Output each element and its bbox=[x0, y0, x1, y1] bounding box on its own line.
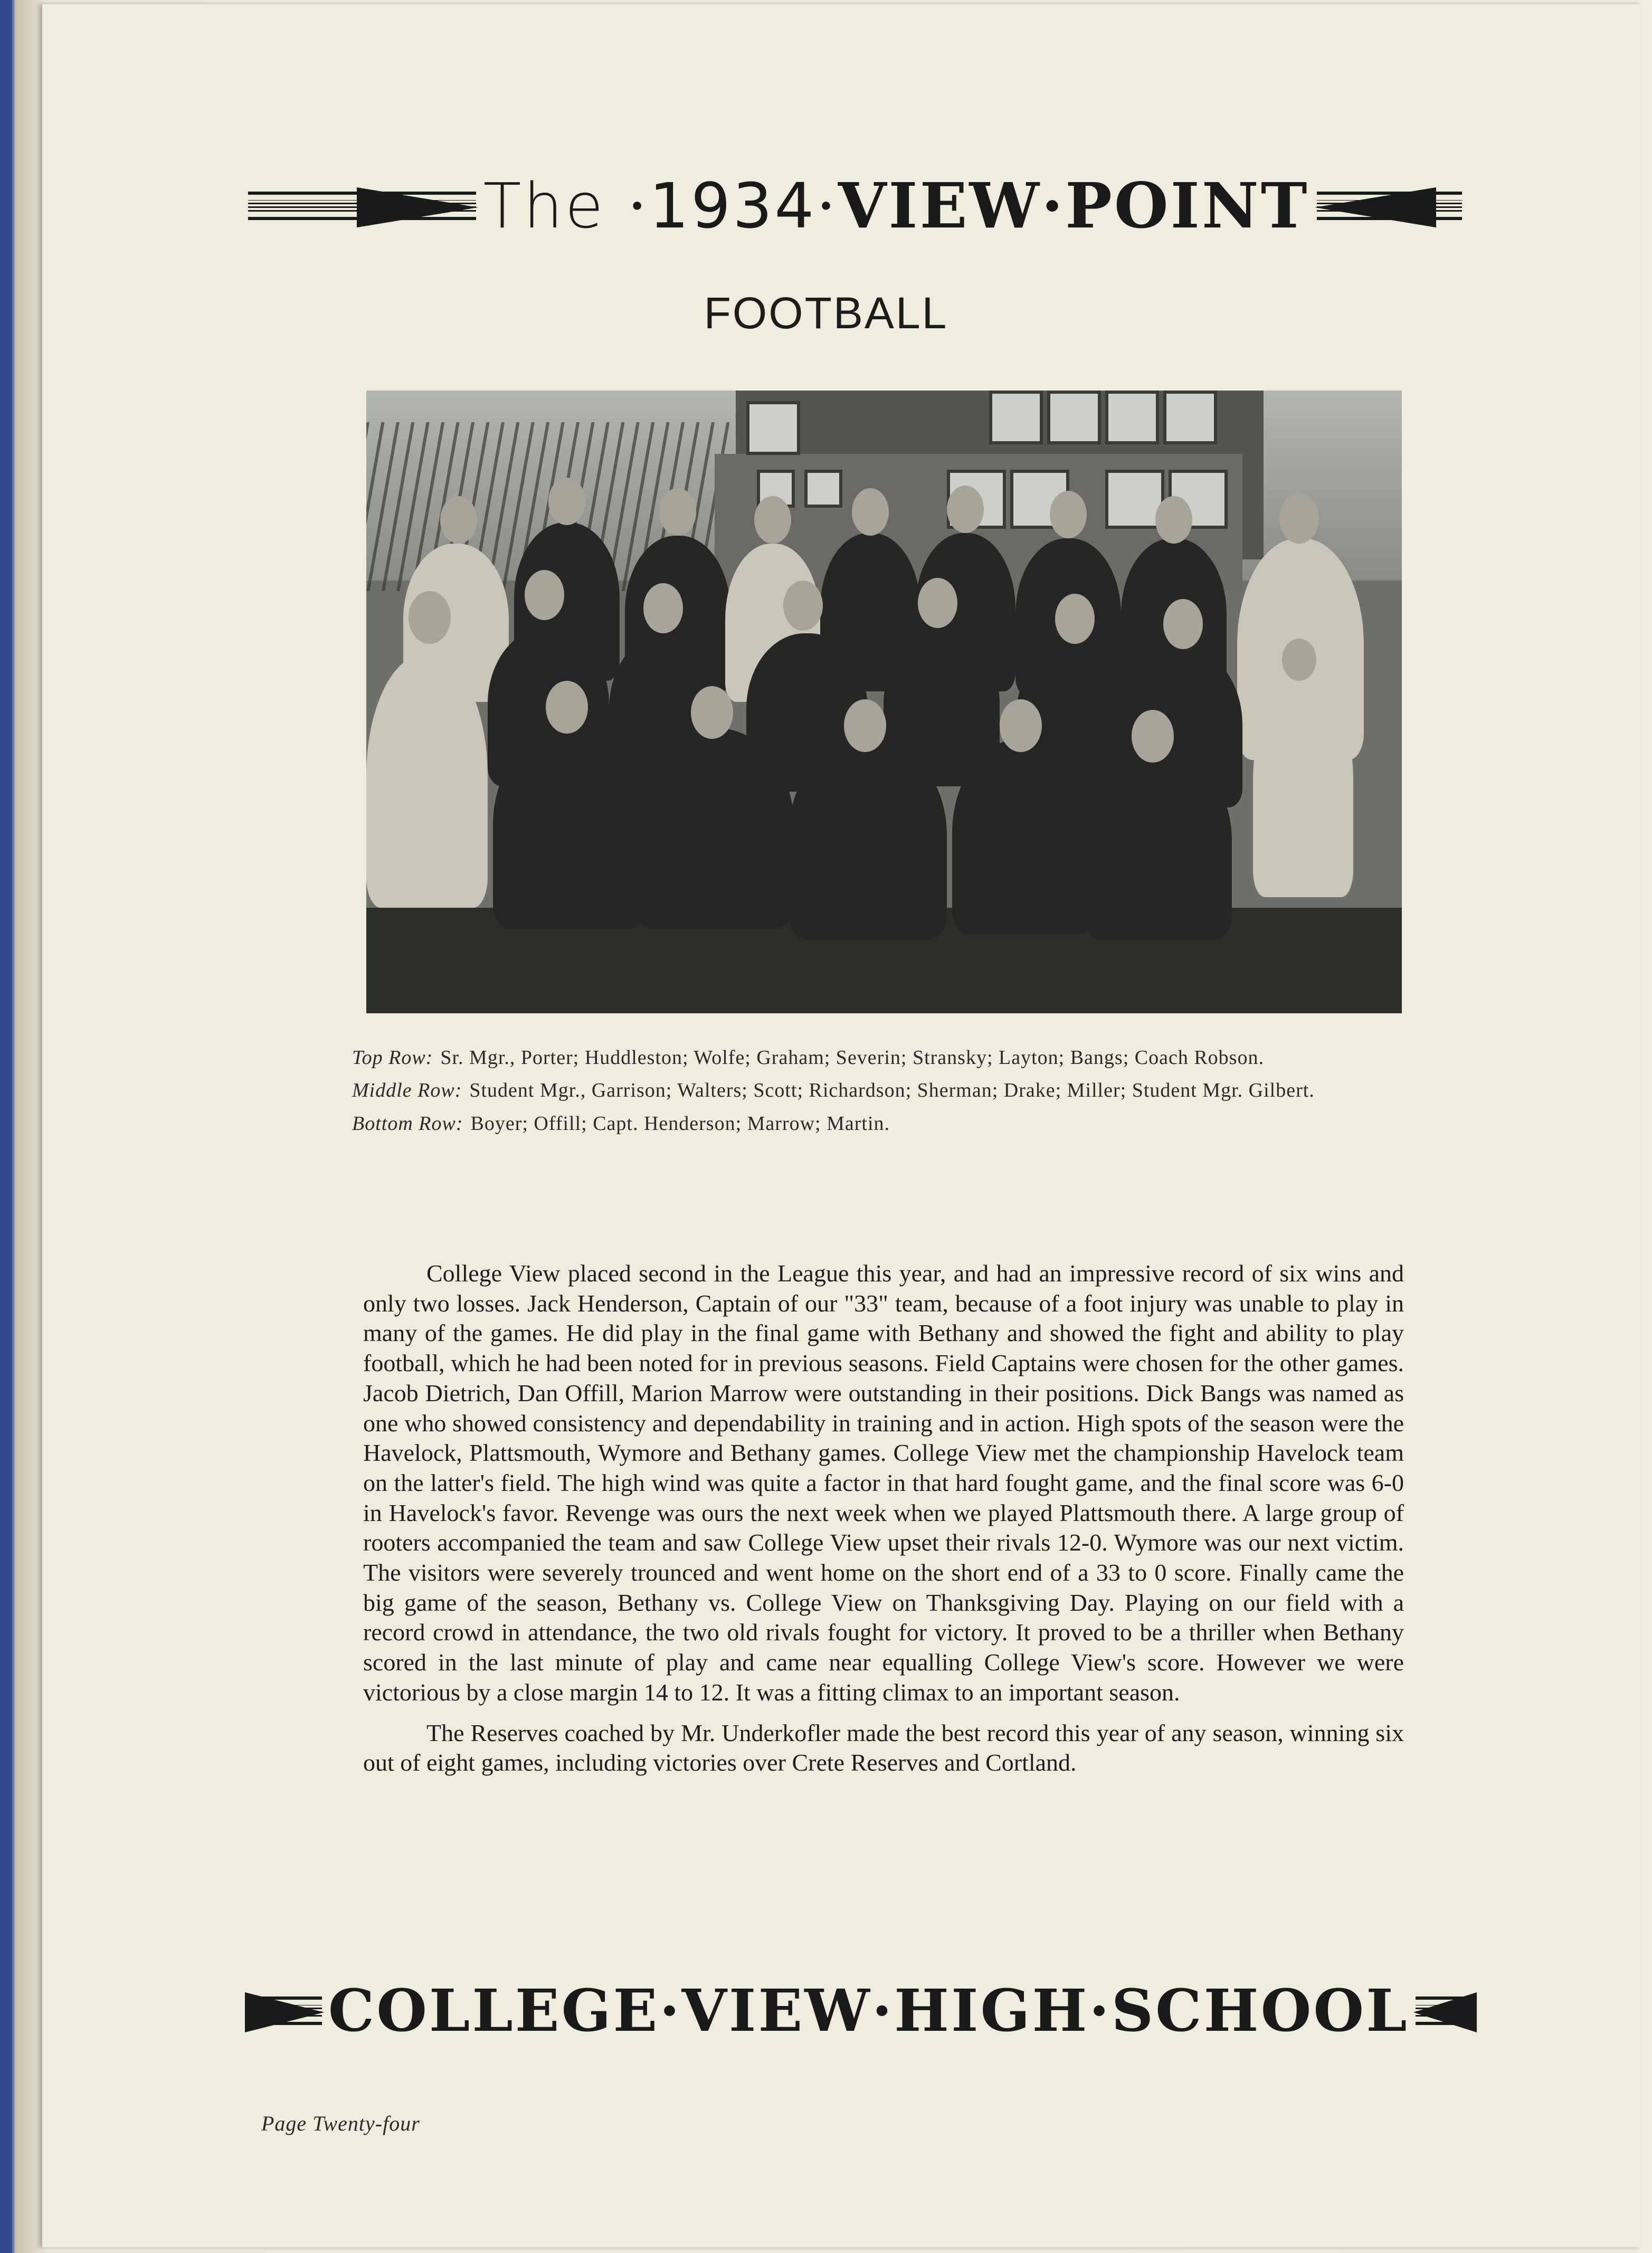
body-paragraph: College View placed second in the League this year, and had an impressive record of six wins and only two losses. Jack Henderson, Captain of our "33" team, because of a foot injury was unable to play in many of the games. He did play in the final game with Bethany and showed the fight and ability to play football, which he had been noted for in previous seasons. Field Captains were chosen for the other games. Jacob Dietrich, Dan Offill, Marion Marrow were outstanding in their positions. Dick Bangs was named as one who showed consistency and dependability in training and in action. High spots of the season were the Havelock, Plattsmouth, Wymore and Bethany games. College View met the championship Havelock team on the latter's field. The high wind was quite a factor in that hard fought game, and the final score was 6-0 in Havelock's favor. Revenge was ours the next week when we played Plattsmouth there. A large group of rooters accompanied the team and saw College View upset their rivals 12-0. Wymore was our next victim. The visitors were severely trounced and went home on the short end of a 33 to 0 score. Finally came the big game of the season, Bethany vs. College View on Thanksgiving Day. Playing on our field with a record crowd in attendance, the two old rivals fought for victory. It proved to be a thriller when Bethany scored in the last minute of play and came near equalling College View's score. However we were victorious by a close margin 14 to 12. It was a fitting climax to an important season. bbox=[363, 1260, 1404, 1706]
title-viewpoint: VIEW·POINT bbox=[838, 169, 1309, 242]
caption-row-label: Top Row: bbox=[352, 1047, 433, 1069]
school-name: COLLEGE·VIEW·HIGH·SCHOOL bbox=[328, 1976, 1409, 2045]
caption-row-label: Bottom Row: bbox=[352, 1112, 463, 1135]
title-separator: · bbox=[627, 169, 650, 242]
caption-middle-row bbox=[352, 1078, 1408, 1103]
caption-row-names: Boyer; Offill; Capt. Henderson; Marrow; Martin. bbox=[470, 1112, 890, 1135]
caption-top-row bbox=[352, 1045, 1408, 1070]
section-heading: FOOTBALL bbox=[704, 288, 948, 338]
footer-banner bbox=[253, 1976, 1467, 2045]
banner-ornament-right bbox=[1416, 1997, 1467, 2025]
banner-ornament-left bbox=[248, 192, 476, 220]
yearbook-title bbox=[483, 169, 1309, 242]
title-year: 1934 bbox=[649, 169, 816, 242]
caption-row-names: Student Mgr., Garrison; Walters; Scott; Richardson; Sherman; Drake; Miller; Student Mgr. Gilbert. bbox=[469, 1079, 1315, 1102]
title-separator: · bbox=[816, 169, 838, 242]
banner-ornament-right bbox=[1317, 192, 1462, 220]
team-photo bbox=[366, 391, 1402, 1013]
title-the: The bbox=[483, 169, 605, 242]
banner-ornament-left bbox=[253, 1997, 322, 2025]
article-body bbox=[363, 1259, 1404, 1789]
caption-row-label: Middle Row: bbox=[352, 1079, 462, 1102]
photo-caption bbox=[352, 1045, 1408, 1144]
body-paragraph: The Reserves coached by Mr. Underkofler made the best record this year of any season, winning six out of eight games, including victories over Crete Reserves and Cortland. bbox=[363, 1719, 1404, 1776]
page-number: Page Twenty-four bbox=[261, 2112, 420, 2135]
caption-row-names: Sr. Mgr., Porter; Huddleston; Wolfe; Graham; Severin; Stransky; Layton; Bangs; Coach Robson. bbox=[440, 1047, 1264, 1069]
header-banner bbox=[248, 169, 1462, 242]
caption-bottom-row bbox=[352, 1111, 1408, 1136]
